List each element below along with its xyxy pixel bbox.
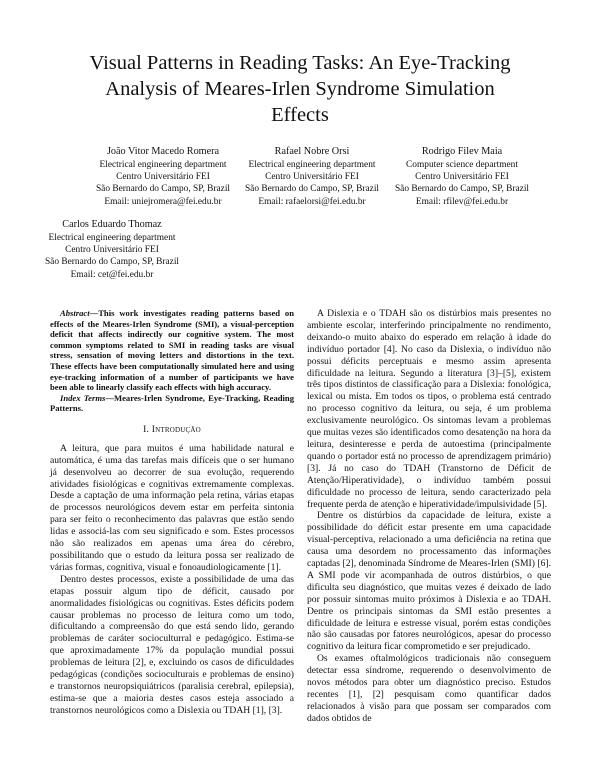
paper-title <box>40 50 560 128</box>
author-name: João Vitor Macedo Romera <box>106 146 220 157</box>
author-city: São Bernardo do Campo, SP, Brazil <box>95 184 231 195</box>
author-email: Email: uniejromera@fei.edu.br <box>104 196 222 207</box>
index-terms-lead: Index Terms <box>60 392 106 403</box>
author-org: Centro Universitário FEI <box>65 245 159 256</box>
index-terms <box>50 393 294 414</box>
author-email: Email: cet@fei.edu.br <box>70 269 154 280</box>
author-dept: Electrical engineering department <box>99 160 227 170</box>
abstract <box>50 308 294 393</box>
author-city: São Bernardo do Campo, SP, Brazil <box>244 184 380 195</box>
author-city: São Bernardo do Campo, SP, Brazil <box>44 257 180 268</box>
title-line-1: Visual Patterns in Reading Tasks: An Eye-Tracking <box>89 52 511 74</box>
author-name: Rafael Nobre Orsi <box>274 146 350 157</box>
paragraph: Os exames oftalmológicos tradicionais não conseguem detectar essa síndrome, requerendo o desenvolvimento de novos métodos para obter um diagnóstico preciso. Estudos recentes [1], [2] pesquisam como quantificar dados relacionados à visão para que possam ser comparados com dados obtidos de <box>307 653 551 724</box>
author-org: Centro Universitário FEI <box>116 172 210 183</box>
section-title: Introdução <box>151 423 201 435</box>
author-dept: Electrical engineering department <box>48 233 176 243</box>
abstract-text: —This work investigates reading patterns based on effects of the Meares-Irlen Syndrome (SMI), a visual-perception deficit that affects indirectly our cognitive system. The most common symptoms related to SMI in reading tasks are visual stress, sensation of moving letters and distortions in the text. These effects have been computationally simulated here and using eye-tracking information of a number of participants we have been able to linearly classify each effects with high accuracy. <box>50 308 294 393</box>
author-email: Email: rafaelorsi@fei.edu.br <box>258 196 366 207</box>
left-column <box>50 308 294 717</box>
author-name: Carlos Eduardo Thomaz <box>62 219 162 230</box>
title-line-2: Analysis of Meares-Irlen Syndrome Simulation <box>105 78 495 100</box>
index-terms-text: —Meares-Irlen Syndrome, Eye-Tracking, Reading Patterns. <box>50 392 294 414</box>
author-name: Rodrigo Filev Maia <box>421 146 503 157</box>
author-dept: Computer science department <box>406 160 518 170</box>
section-number: I. <box>143 423 150 435</box>
author-block-2 <box>227 145 397 208</box>
author-city: São Bernardo do Campo, SP, Brazil <box>394 184 530 195</box>
abstract-lead: Abstract <box>60 308 90 318</box>
right-column <box>307 308 551 725</box>
section-heading <box>50 424 294 436</box>
paragraph: Dentro destes processos, existe a possibilidade de uma das etapas possuir algum tipo de déficit, causado por anormalidades fisiológicas ou cognitivas. Estes déficits podem causar problemas no processo de leitura como um todo, dificultando a compreensão do que está sendo lido, gerando problemas de caráter socioculturral e pedagógico. Estima-se que aproximadamente 17% da população mundial possui problemas de leitura [2], e, excluindo os casos de dificuldades pedagógicas (condições socioculturais e problemas de ensino) e transtornos neuropsiquiátricos (paralisia cerebral, epilepsia), estima-se que a maioria destes casos esteja associado a transtornos neurológicos como a Dislexia ou TDAH [1], [3]. <box>50 573 294 716</box>
author-email: Email: rfilev@fei.edu.br <box>415 196 509 207</box>
paragraph: A Dislexia e o TDAH são os distúrbios mais presentes no ambiente escolar, interferindo principalmente no rendimento, deixando-o muito abaixo do esperado em relação à idade do indivíduo portador [4]. No caso da Dislexia, o indivíduo não possui déficits perceptuais e mesmo assim apresenta dificuldade na leitura. Segundo a literatura [3]–[5], existem três tipos distintos de classificação para a Dislexia: fonológica, lexical ou mista. Em todos os tipos, o problema está centrado no processo cognitivo da leitura, ou seja, é um problema exclusivamente neurológico. Os sintomas levam a problemas que muitas vezes são identificados como desatenção na hora da leitura, desinteresse e perda de autoestima (principalmente quando o portador está no processo de aprendizagem primário) [3]. Já no caso do TDAH (Transtorno de Déficit de Atenção/Hiperatividade), o indivíduo também possui dificuldade no processo de leitura, sendo caracterizado pela frequente perda de atenção e hiperatividade/impulsividade [5]. <box>307 308 551 510</box>
title-line-3: Effects <box>271 104 329 126</box>
author-org: Centro Universitário FEI <box>265 172 359 183</box>
paragraph: A leitura, que para muitos é uma habilidade natural e automática, é uma das tarefas mais difíceis que o ser humano já desenvolveu ao decorrer de sua evolução, requerendo atividades fisiológicas e cognitivas extremamente complexas. Desde a captação de uma informação pela retina, várias etapas de processos neurológicos devem estar em perfeita sintonia para ser feito o reconhecimento das palavras que estão sendo lidas e associá-las com seu significado e som. Estes processos não são realizados em apenas uma área do cérebro, possibilitando que o estudo da leitura possa ser realizado de várias formas, cognitiva, visual e fonoaudiologicamente [1]. <box>50 442 294 573</box>
author-block-4 <box>27 218 197 281</box>
author-org: Centro Universitário FEI <box>415 172 509 183</box>
author-block-3 <box>377 145 547 208</box>
author-dept: Electrical engineering department <box>248 160 376 170</box>
author-block-1 <box>78 145 248 208</box>
paragraph: Dentre os distúrbios da capacidade de leitura, existe a possibilidade do déficit estar presente em uma capacidade visual-perceptiva, relacionado a uma deficiência na retina que causa uma desordem no processamento das informações captadas [2], denominada Síndrome de Meares-Irlen (SMI) [6]. A SMI pode vir acompanhada de outros distúrbios, o que dificulta seu diagnóstico, que muitas vezes é deixado de lado por possuir sintomas muito próximos à Dislexia e ao TDAH. Dentre os principais sintomas da SMI estão presentes a dificuldade de leitura e estresse visual, porém estas condições não são causadas por fatores neurológicos, apesar do processo cognitivo da leitura ficar comprometido e ser prejudicado. <box>307 510 551 653</box>
